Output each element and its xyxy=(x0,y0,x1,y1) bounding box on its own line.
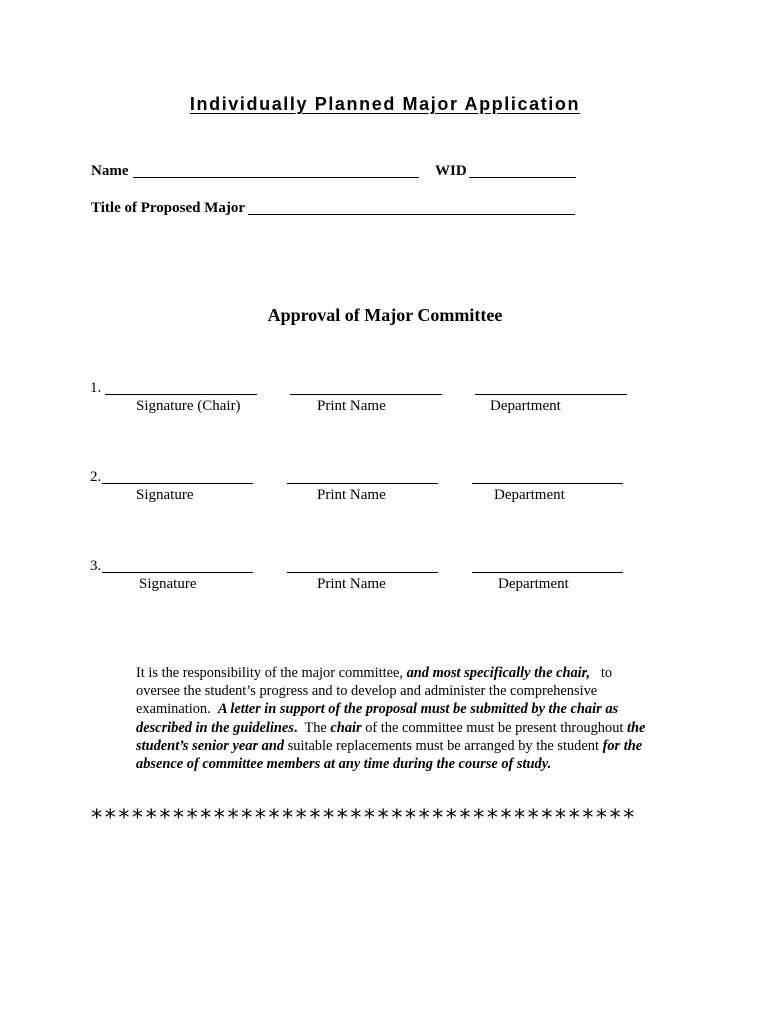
asterisk-divider: **************************************** xyxy=(90,806,636,831)
department-line[interactable] xyxy=(472,483,623,484)
name-field-label: Name xyxy=(91,163,129,179)
major-field-label: Title of Proposed Major xyxy=(91,200,246,216)
row-number: 2. xyxy=(90,469,102,485)
print-name-line[interactable] xyxy=(287,483,438,484)
page-title: Individually Planned Major Application xyxy=(189,94,581,114)
department-caption: Department xyxy=(498,576,569,592)
print-name-caption: Print Name xyxy=(317,398,386,414)
row-number: 1. xyxy=(90,380,102,396)
name-input-line[interactable] xyxy=(133,177,419,178)
print-name-caption: Print Name xyxy=(317,576,386,592)
print-name-caption: Print Name xyxy=(317,487,386,503)
department-line[interactable] xyxy=(475,394,627,395)
signature-line[interactable] xyxy=(105,394,257,395)
department-line[interactable] xyxy=(472,572,623,573)
responsibility-paragraph: It is the responsibility of the major committee, and most specifically the chair, to oversee the student’s progress and to develop and administer the comprehensive examination. A letter in support of the proposal must be submitted by the chair as described in the guidelines. The chair of the committee must be present throughout the student’s senior year and suitable replacements must be arranged by the student for the absence of committee members at any time during the course of study. xyxy=(136,665,646,773)
department-caption: Department xyxy=(490,398,561,414)
print-name-line[interactable] xyxy=(290,394,442,395)
row-number: 3. xyxy=(90,558,102,574)
signature-caption: Signature xyxy=(139,576,197,592)
committee-heading: Approval of Major Committee xyxy=(267,305,503,325)
signature-caption: Signature (Chair) xyxy=(136,398,241,414)
department-caption: Department xyxy=(494,487,565,503)
signature-line[interactable] xyxy=(102,483,253,484)
wid-field-label: WID xyxy=(435,163,467,179)
signature-caption: Signature xyxy=(136,487,194,503)
major-input-line[interactable] xyxy=(248,214,575,215)
signature-line[interactable] xyxy=(102,572,253,573)
wid-input-line[interactable] xyxy=(469,177,576,178)
print-name-line[interactable] xyxy=(287,572,438,573)
